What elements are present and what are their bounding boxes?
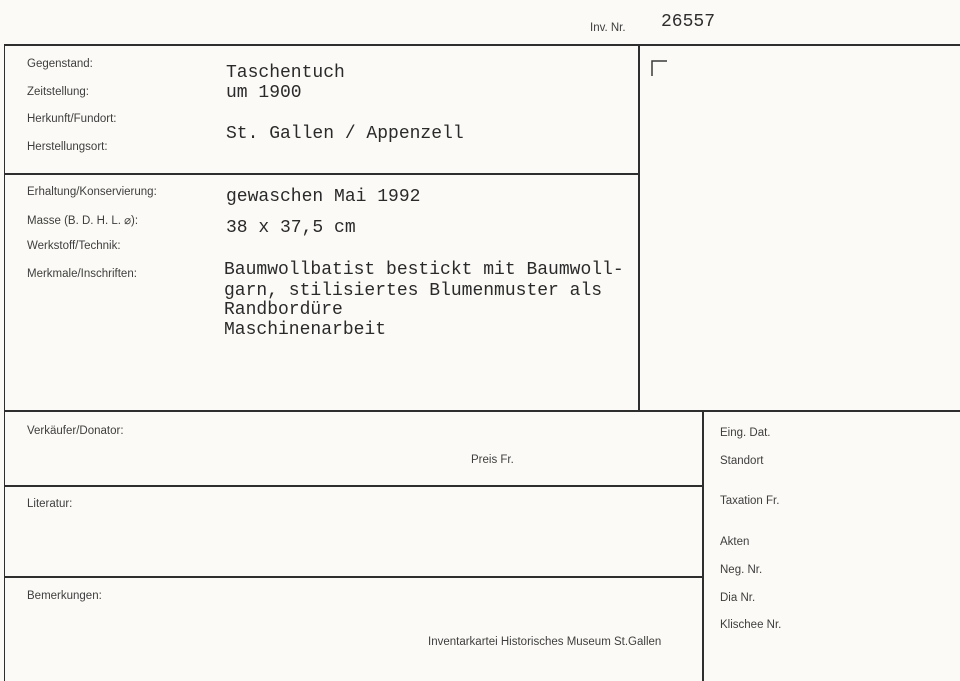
label-dia-nr: Dia Nr. bbox=[720, 592, 756, 604]
rule-after-herkunft bbox=[5, 173, 640, 175]
label-herkunft: Herkunft/Fundort: bbox=[27, 113, 117, 125]
label-werkstoff: Werkstoff/Technik: bbox=[27, 240, 121, 252]
top-rule bbox=[5, 44, 960, 46]
value-erhaltung: gewaschen Mai 1992 bbox=[226, 187, 421, 207]
label-akten: Akten bbox=[720, 536, 750, 548]
footer-text: Inventarkartei Historisches Museum St.Gallen bbox=[428, 636, 662, 648]
label-gegenstand: Gegenstand: bbox=[27, 58, 93, 70]
value-herkunft: St. Gallen / Appenzell bbox=[226, 124, 464, 144]
inv-nr-value: 26557 bbox=[661, 12, 716, 32]
vertical-divider-top bbox=[638, 44, 640, 412]
label-verkaeufer: Verkäufer/Donator: bbox=[27, 425, 124, 437]
label-literatur: Literatur: bbox=[27, 498, 73, 510]
value-merkmale-line-3: Randbordüre bbox=[224, 300, 343, 320]
corner-mark-icon bbox=[651, 60, 669, 76]
inv-nr-label: Inv. Nr. bbox=[590, 22, 626, 34]
label-klischee-nr: Klischee Nr. bbox=[720, 619, 782, 631]
value-zeitstellung: um 1900 bbox=[226, 83, 302, 103]
vertical-divider-bottom bbox=[702, 410, 704, 681]
label-masse: Masse (B. D. H. L. ⌀): bbox=[27, 215, 139, 227]
label-herstellungsort: Herstellungsort: bbox=[27, 141, 108, 153]
label-preis: Preis Fr. bbox=[471, 454, 514, 466]
left-edge bbox=[4, 44, 5, 681]
label-taxation: Taxation Fr. bbox=[720, 495, 780, 507]
value-merkmale-line-4: Maschinenarbeit bbox=[224, 320, 387, 340]
label-eing-dat: Eing. Dat. bbox=[720, 427, 771, 439]
label-bemerkungen: Bemerkungen: bbox=[27, 590, 102, 602]
label-merkmale: Merkmale/Inschriften: bbox=[27, 268, 137, 280]
label-neg-nr: Neg. Nr. bbox=[720, 564, 763, 576]
label-standort: Standort bbox=[720, 455, 764, 467]
rule-after-verkaeufer bbox=[5, 485, 704, 487]
label-zeitstellung: Zeitstellung: bbox=[27, 86, 90, 98]
label-erhaltung: Erhaltung/Konservierung: bbox=[27, 186, 157, 198]
rule-after-literatur bbox=[5, 576, 704, 578]
rule-after-merkmale bbox=[5, 410, 960, 412]
value-merkmale-line-2: garn, stilisiertes Blumenmuster als bbox=[224, 281, 603, 301]
value-gegenstand: Taschentuch bbox=[226, 63, 345, 83]
value-merkmale-line-1: Baumwollbatist bestickt mit Baumwoll- bbox=[224, 260, 624, 280]
value-masse: 38 x 37,5 cm bbox=[226, 218, 356, 238]
